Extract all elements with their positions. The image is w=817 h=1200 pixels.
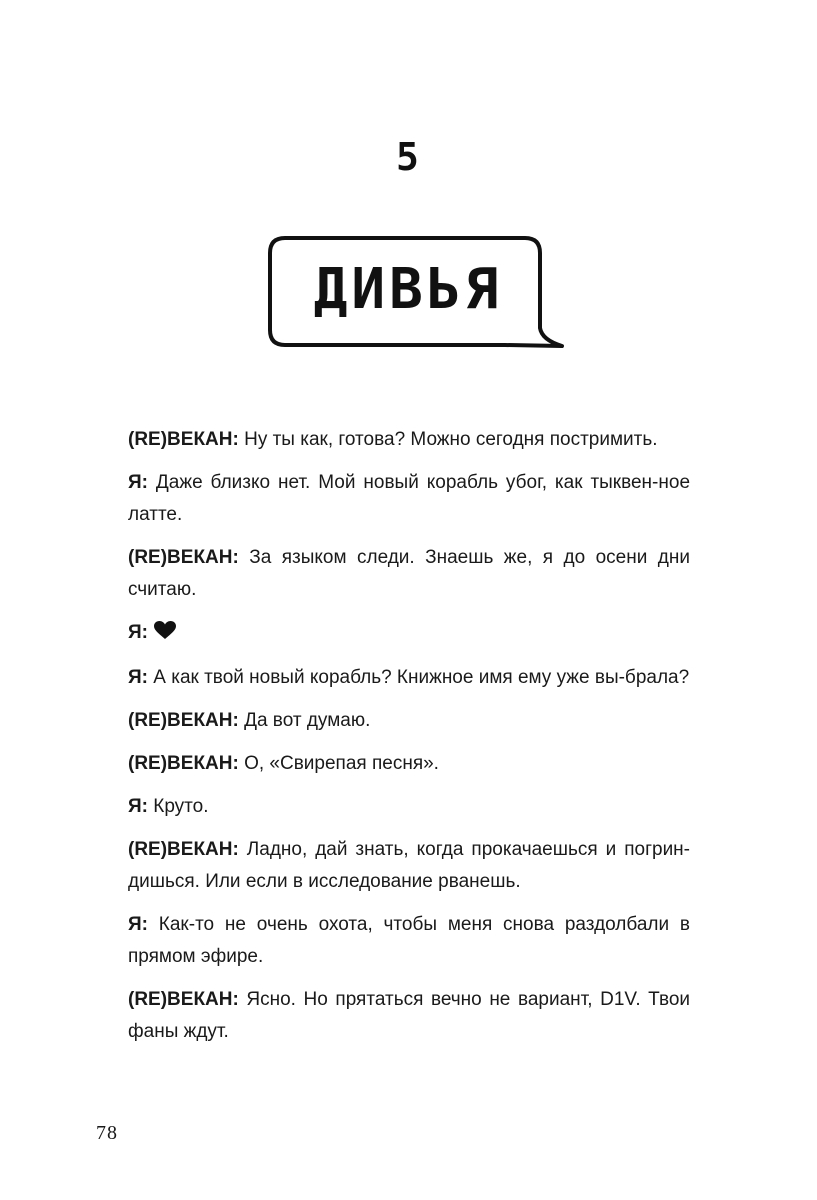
chat-message — [128, 748, 690, 780]
chat-message — [128, 984, 690, 1048]
chat-message — [128, 834, 690, 898]
chat-message — [128, 424, 690, 456]
speaker-name: (RE)ВЕКАН: — [128, 710, 239, 731]
message-text: Ладно, дай знать, когда прокачаешься и погрин-дишься. Или если в исследование рванешь. — [128, 839, 690, 892]
message-text: Ну ты как, готова? Можно сегодня постримить. — [244, 429, 658, 450]
speaker-name: Я: — [128, 472, 148, 493]
chat-log — [128, 424, 690, 1059]
message-text: О, «Свирепая песня». — [244, 753, 439, 774]
speaker-name: (RE)ВЕКАН: — [128, 547, 239, 568]
message-text: Даже близко нет. Мой новый корабль убог, как тыквен-ное латте. — [128, 472, 691, 525]
message-text: Круто. — [153, 796, 209, 817]
heart-icon — [154, 619, 176, 651]
speaker-name: Я: — [128, 914, 148, 935]
chapter-title-bubble — [265, 233, 570, 355]
speaker-name: Я: — [128, 622, 148, 643]
speaker-name: (RE)ВЕКАН: — [128, 839, 239, 860]
speaker-name: (RE)ВЕКАН: — [128, 989, 239, 1010]
speaker-name: Я: — [128, 667, 148, 688]
speaker-name: (RE)ВЕКАН: — [128, 753, 239, 774]
message-text: А как твой новый корабль? Книжное имя ему уже вы-брала? — [153, 667, 690, 688]
message-text: Да вот думаю. — [244, 710, 371, 731]
message-text: Как-то не очень охота, чтобы меня снова раздолбали в прямом эфире. — [128, 914, 690, 967]
chat-message — [128, 909, 690, 973]
chat-message — [128, 662, 690, 694]
chapter-number: 5 — [396, 135, 421, 179]
chat-message — [128, 791, 690, 823]
chapter-title: ДИВЬЯ — [313, 257, 503, 322]
speaker-name: (RE)ВЕКАН: — [128, 429, 239, 450]
message-text: Ясно. Но прятаться вечно не вариант, D1V. Твои фаны ждут. — [128, 989, 691, 1042]
page-number: 78 — [96, 1122, 118, 1144]
chat-message — [128, 705, 690, 737]
speaker-name: Я: — [128, 796, 148, 817]
message-text: За языком следи. Знаешь же, я до осени дни считаю. — [128, 547, 690, 600]
chat-message — [128, 542, 690, 606]
chat-message — [128, 467, 690, 531]
chat-message — [128, 617, 690, 651]
